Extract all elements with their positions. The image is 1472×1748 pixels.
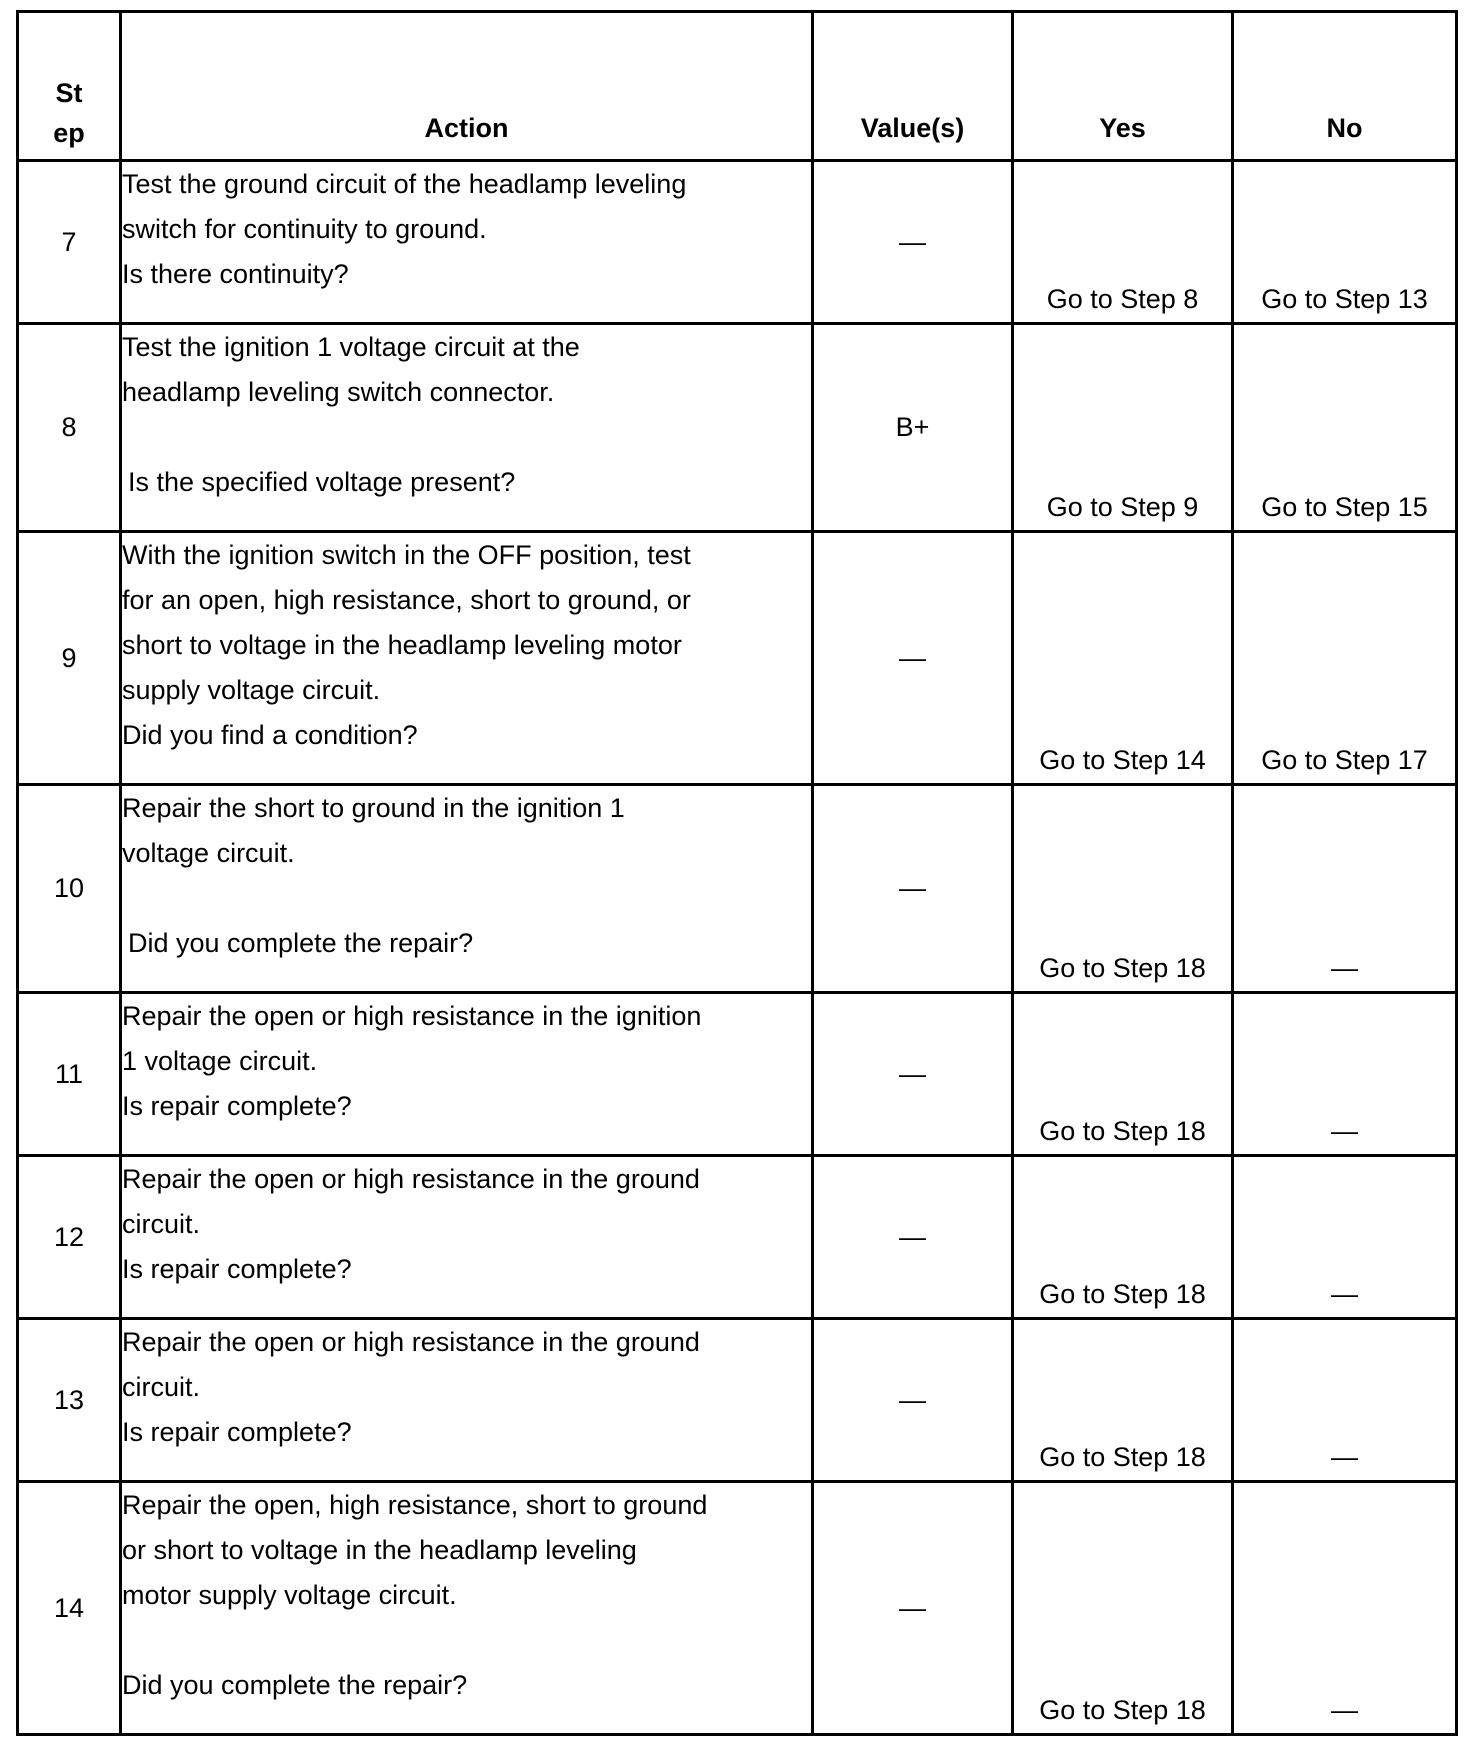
action-line: switch for continuity to ground. <box>122 214 487 244</box>
step-number: 11 <box>18 993 121 1156</box>
yes-cell <box>1013 532 1233 785</box>
action-line: With the ignition switch in the OFF position, test <box>122 540 691 570</box>
action-line: Repair the open, high resistance, short to ground <box>122 1490 708 1520</box>
action-line: Repair the short to ground in the ignition 1 <box>122 793 625 823</box>
step-number: 7 <box>18 161 121 324</box>
step-number: 8 <box>18 324 121 532</box>
no-result: — <box>1331 1442 1358 1472</box>
action-line: Repair the open or high resistance in the ignition <box>122 1001 702 1031</box>
header-action: Action <box>121 12 813 161</box>
yes-result: Go to Step 18 <box>1039 1116 1206 1146</box>
action-question: Did you find a condition? <box>122 720 418 750</box>
no-cell <box>1233 1482 1457 1735</box>
yes-cell <box>1013 993 1233 1156</box>
yes-cell <box>1013 1482 1233 1735</box>
no-cell <box>1233 785 1457 993</box>
action-question: Did you complete the repair? <box>122 1670 468 1700</box>
no-cell <box>1233 324 1457 532</box>
value-cell: — <box>813 785 1013 993</box>
value-cell: — <box>813 1482 1013 1735</box>
table-row <box>18 1156 1457 1319</box>
action-line: short to voltage in the headlamp leveling motor <box>122 630 682 660</box>
header-values: Value(s) <box>813 12 1013 161</box>
no-result: Go to Step 13 <box>1261 284 1428 314</box>
step-number: 9 <box>18 532 121 785</box>
step-number: 14 <box>18 1482 121 1735</box>
action-line: Repair the open or high resistance in the ground <box>122 1327 700 1357</box>
table-row <box>18 532 1457 785</box>
action-cell <box>121 1482 813 1735</box>
header-no: No <box>1233 12 1457 161</box>
step-number: 13 <box>18 1319 121 1482</box>
no-result: — <box>1331 1695 1358 1725</box>
yes-cell <box>1013 1319 1233 1482</box>
action-question: Did you complete the repair? <box>128 928 474 958</box>
table-row <box>18 161 1457 324</box>
no-result: — <box>1331 1116 1358 1146</box>
table-row <box>18 1482 1457 1735</box>
action-cell <box>121 1319 813 1482</box>
action-line: supply voltage circuit. <box>122 675 381 705</box>
table-row <box>18 785 1457 993</box>
action-line: circuit. <box>122 1209 201 1239</box>
yes-cell <box>1013 161 1233 324</box>
table-row <box>18 324 1457 532</box>
yes-result: Go to Step 9 <box>1046 492 1199 522</box>
step-number: 12 <box>18 1156 121 1319</box>
action-question: Is repair complete? <box>122 1254 352 1284</box>
value-cell: — <box>813 532 1013 785</box>
no-cell <box>1233 161 1457 324</box>
action-line: Test the ignition 1 voltage circuit at the <box>122 332 580 362</box>
table-row <box>18 1319 1457 1482</box>
value-cell: — <box>813 161 1013 324</box>
action-cell <box>121 324 813 532</box>
no-result: Go to Step 17 <box>1261 745 1428 775</box>
no-result: Go to Step 15 <box>1261 492 1428 522</box>
value-cell: B+ <box>813 324 1013 532</box>
yes-cell <box>1013 1156 1233 1319</box>
yes-result: Go to Step 18 <box>1039 1279 1206 1309</box>
action-cell <box>121 1156 813 1319</box>
no-cell <box>1233 993 1457 1156</box>
action-line: motor supply voltage circuit. <box>122 1580 457 1610</box>
action-question: Is there continuity? <box>122 259 349 289</box>
action-line: for an open, high resistance, short to ground, or <box>122 585 691 615</box>
value-cell: — <box>813 993 1013 1156</box>
header-step: St ep <box>18 12 121 161</box>
yes-result: Go to Step 18 <box>1039 1695 1206 1725</box>
action-question: Is repair complete? <box>122 1417 352 1447</box>
no-cell <box>1233 1319 1457 1482</box>
action-line: Repair the open or high resistance in the ground <box>122 1164 700 1194</box>
no-result: — <box>1331 1279 1358 1309</box>
yes-cell <box>1013 324 1233 532</box>
action-question: Is repair complete? <box>122 1091 352 1121</box>
value-cell: — <box>813 1156 1013 1319</box>
step-number: 10 <box>18 785 121 993</box>
action-line: or short to voltage in the headlamp leveling <box>122 1535 637 1565</box>
yes-result: Go to Step 18 <box>1039 953 1206 983</box>
table-row <box>18 993 1457 1156</box>
action-line: Test the ground circuit of the headlamp leveling <box>122 169 687 199</box>
action-cell <box>121 785 813 993</box>
yes-result: Go to Step 14 <box>1039 745 1206 775</box>
no-cell <box>1233 1156 1457 1319</box>
action-cell <box>121 993 813 1156</box>
action-question: Is the specified voltage present? <box>128 467 516 497</box>
action-line: headlamp leveling switch connector. <box>122 377 555 407</box>
action-line: voltage circuit. <box>122 838 295 868</box>
action-line: circuit. <box>122 1372 201 1402</box>
yes-result: Go to Step 8 <box>1046 284 1199 314</box>
no-cell <box>1233 532 1457 785</box>
no-result: — <box>1331 953 1358 983</box>
diagnostic-table <box>16 10 1458 1736</box>
table-header-row <box>18 12 1457 161</box>
yes-cell <box>1013 785 1233 993</box>
header-yes: Yes <box>1013 12 1233 161</box>
action-line: 1 voltage circuit. <box>122 1046 318 1076</box>
action-cell <box>121 532 813 785</box>
action-cell <box>121 161 813 324</box>
value-cell: — <box>813 1319 1013 1482</box>
yes-result: Go to Step 18 <box>1039 1442 1206 1472</box>
